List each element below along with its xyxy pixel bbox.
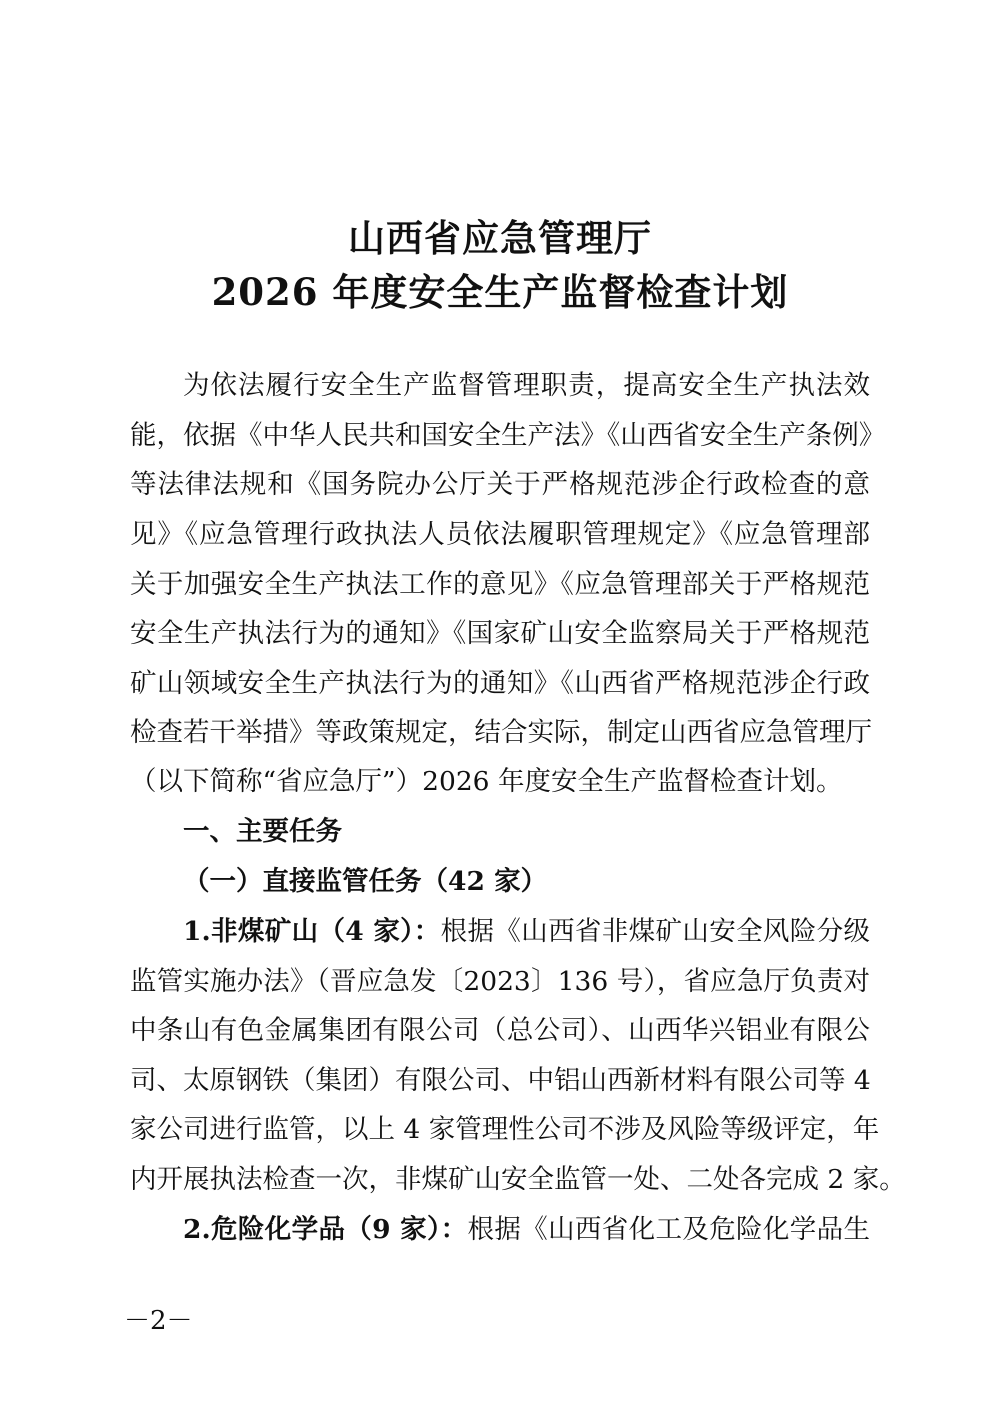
item-2-text: 根据《山西省化工及危险化学品生 [467,1214,870,1245]
item-1-text: 根据《山西省非煤矿山安全风险分级 [440,916,870,947]
intro-line: 为依法履行安全生产监督管理职责，提高安全生产执法效 [183,370,870,401]
item-1-line: 监管实施办法》（晋应急发〔2023〕136 号），省应急厅负责对 [130,966,870,997]
item-1-line: 中条山有色金属集团有限公司（总公司）、山西华兴铝业有限公 [130,1015,870,1046]
intro-line: 见》《应急管理行政执法人员依法履职管理规定》《应急管理部 [130,519,870,550]
item-1-line: 司、太原钢铁（集团）有限公司、中铝山西新材料有限公司等 4 [130,1065,871,1096]
subsection-heading: （一）直接监管任务（42 家） [183,866,548,897]
intro-line: 能，依据《中华人民共和国安全生产法》《山西省安全生产条例》 [130,420,886,451]
intro-line: 等法律法规和《国务院办公厅关于严格规范涉企行政检查的意 [130,469,870,500]
section-heading: 一、主要任务 [183,816,342,847]
item-1-label: 1.非煤矿山（4 家）： [183,916,441,947]
document-title-line-2: 2026 年度安全生产监督检查计划 [211,270,789,314]
intro-line: 安全生产执法行为的通知》《国家矿山安全监察局关于严格规范 [130,618,870,649]
item-2-label: 2.危险化学品（9 家）： [183,1214,468,1245]
item-2-first-line [183,1210,870,1250]
item-1-line: 内开展执法检查一次，非煤矿山安全监管一处、二处各完成 2 家。 [130,1164,906,1195]
intro-line: （以下简称“省应急厅”）2026 年度安全生产监督检查计划。 [130,766,843,797]
intro-line: 矿山领域安全生产执法行为的通知》《山西省严格规范涉企行政 [130,668,870,699]
item-1-first-line [183,912,870,952]
document-title-line-1: 山西省应急管理厅 [348,216,652,260]
intro-line: 关于加强安全生产执法工作的意见》《应急管理部关于严格规范 [130,569,870,600]
intro-line: 检查若干举措》等政策规定，结合实际，制定山西省应急管理厅 [130,717,872,748]
item-1-line: 家公司进行监管，以上 4 家管理性公司不涉及风险等级评定，年 [130,1114,880,1145]
page-number: －2－ [124,1306,193,1336]
